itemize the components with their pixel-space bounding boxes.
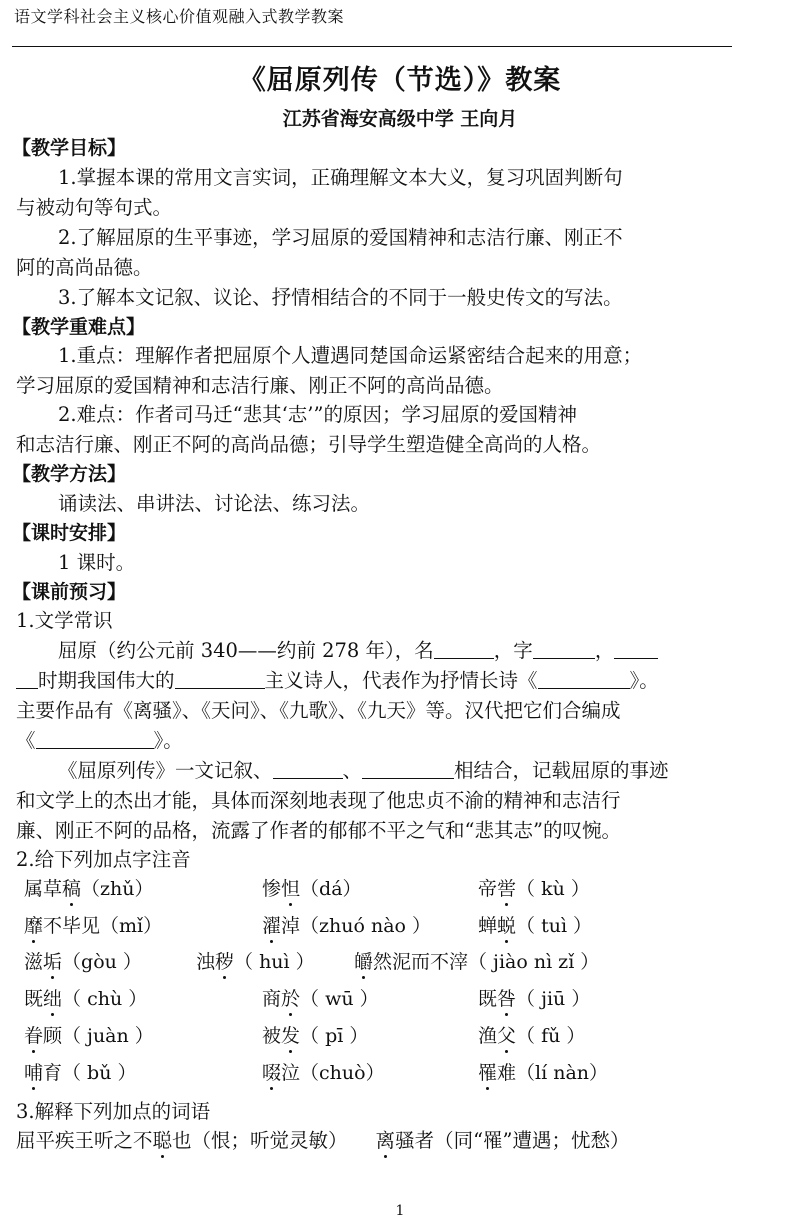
pinyin-word-part: 滋 xyxy=(24,951,44,973)
author-line: 江苏省海安高级中学 王向月 xyxy=(282,108,518,130)
pinyin-reading: 然泥而不滓（ jiào nì zǐ ） xyxy=(373,951,600,973)
dotted-character: 哺 xyxy=(24,1059,43,1087)
pinyin-reading: 淖（zhuó nào ） xyxy=(281,915,432,937)
definition-line xyxy=(16,1127,630,1155)
pinyin-reading: 不毕见（mǐ） xyxy=(43,915,163,937)
pinyin-reading: （gòu ） xyxy=(62,951,142,973)
literature-line-2 xyxy=(16,667,659,695)
pinyin-item xyxy=(262,912,431,940)
pinyin-item xyxy=(478,912,592,940)
dotted-character: 垢 xyxy=(43,948,62,976)
hours-line: 1 课时。 xyxy=(58,551,136,574)
pinyin-reading: 难（lí nàn） xyxy=(497,1062,609,1084)
section-key-title: 【教学重难点】 xyxy=(12,316,146,338)
pinyin-reading: （zhǔ） xyxy=(81,878,154,900)
literature-text: 相结合，记载屈原的事迹 xyxy=(454,759,669,782)
fill-blank[interactable] xyxy=(175,668,265,689)
goal-2-line-a: 2.了解屈原的生平事迹，学习屈原的爱国精神和志洁行廉、刚正不 xyxy=(58,226,623,249)
fill-blank[interactable] xyxy=(273,758,343,779)
literature-text: 屈原（约公元前 340——约前 278 年），名 xyxy=(58,639,434,662)
method-line: 诵读法、串讲法、讨论法、练习法。 xyxy=(58,492,371,515)
pinyin-item xyxy=(262,985,379,1013)
key-2-line-b: 和志洁行廉、刚正不阿的高尚品德；引导学生塑造健全高尚的人格。 xyxy=(16,433,602,456)
dotted-character: 眷 xyxy=(24,1022,43,1050)
key-1-line-b: 学习屈原的爱国精神和志洁行廉、刚正不阿的高尚品德。 xyxy=(16,374,504,397)
pinyin-reading: （ chù ） xyxy=(62,988,148,1010)
pinyin-item xyxy=(478,1059,608,1087)
fill-blank[interactable] xyxy=(434,638,494,659)
definition-item: 离骚者（同“罹”遭遇；忧愁） xyxy=(376,1129,630,1152)
section-preview-title: 【课前预习】 xyxy=(12,581,127,603)
pinyin-item xyxy=(24,1059,137,1087)
section-hours-title: 【课时安排】 xyxy=(12,522,127,544)
section-method-title: 【教学方法】 xyxy=(12,463,127,485)
dotted-character: 父 xyxy=(497,1022,516,1050)
goal-1-line-b: 与被动句等句式。 xyxy=(16,196,173,219)
pinyin-reading: （ jiū ） xyxy=(516,988,591,1010)
dotted-character: 离 xyxy=(376,1127,396,1155)
dotted-character: 啜 xyxy=(262,1059,281,1087)
pinyin-item xyxy=(262,1059,385,1087)
pinyin-item xyxy=(478,1022,585,1050)
key-2-line-a: 2.难点：作者司马迁“悲其‘志’”的原因；学习屈原的爱国精神 xyxy=(58,403,577,426)
literature-text: 》。 xyxy=(153,729,183,752)
pinyin-item xyxy=(354,948,599,976)
header-rule xyxy=(12,46,732,47)
pinyin-reading: （ huì ） xyxy=(234,951,315,973)
key-1-line-a: 1.重点：理解作者把屈原个人遭遇同楚国命运紧密结合起来的用意； xyxy=(58,344,643,367)
pinyin-reading: （ fǔ ） xyxy=(516,1025,586,1047)
dotted-character: 靡 xyxy=(24,912,43,940)
dotted-character: 罹 xyxy=(478,1059,497,1087)
dotted-character: 咎 xyxy=(497,985,516,1013)
dotted-character: 聪 xyxy=(153,1127,173,1155)
section-goals-title: 【教学目标】 xyxy=(12,137,127,159)
pinyin-item xyxy=(262,875,362,903)
subheading-pinyin: 2.给下列加点字注音 xyxy=(16,848,191,871)
page-title: 《屈原列传（节选）》教案 xyxy=(238,65,562,96)
pinyin-reading: （ wū ） xyxy=(300,988,379,1010)
pinyin-reading: 顾（ juàn ） xyxy=(43,1025,154,1047)
pinyin-word-part: 帝 xyxy=(478,878,498,900)
pinyin-item xyxy=(262,1022,368,1050)
pinyin-item xyxy=(478,875,590,903)
dotted-character: 怛 xyxy=(281,875,300,903)
pinyin-item xyxy=(24,875,154,903)
pinyin-item xyxy=(24,1022,154,1050)
pinyin-reading: （dá） xyxy=(300,878,362,900)
fill-blank[interactable] xyxy=(533,638,595,659)
pinyin-word-part: 属草 xyxy=(24,878,63,900)
pinyin-reading: （ pī ） xyxy=(300,1025,369,1047)
fill-blank[interactable] xyxy=(614,638,658,659)
literature-line-4 xyxy=(16,727,183,755)
pinyin-item xyxy=(24,948,142,976)
pinyin-reading: 泣（chuò） xyxy=(281,1062,385,1084)
dotted-character: 皭 xyxy=(354,948,373,976)
literature-text: ， xyxy=(594,639,615,662)
goal-1-line-a: 1.掌握本课的常用文言实词，正确理解文本大义，复习巩固判断句 xyxy=(58,166,623,189)
dotted-character: 稿 xyxy=(62,875,81,903)
header-note: 语文学科社会主义核心价值观融入式教学教案 xyxy=(14,7,345,26)
page-number: 1 xyxy=(395,1203,405,1219)
literature-text: 、 xyxy=(342,759,363,782)
pinyin-reading: （ kù ） xyxy=(516,878,590,900)
pinyin-item xyxy=(196,948,315,976)
goal-2-line-b: 阿的高尚品德。 xyxy=(16,256,153,279)
pinyin-reading: 育（ bǔ ） xyxy=(43,1062,137,1084)
literature-text: ，字 xyxy=(493,639,533,662)
dotted-character: 蜕 xyxy=(497,912,516,940)
dotted-character: 绌 xyxy=(43,985,62,1013)
pinyin-word-part: 浊 xyxy=(196,951,216,973)
pinyin-word-part: 被 xyxy=(262,1025,282,1047)
fill-blank[interactable] xyxy=(538,668,630,689)
fill-blank[interactable] xyxy=(16,668,38,689)
literature-line-5 xyxy=(58,757,669,785)
dotted-character: 喾 xyxy=(497,875,516,903)
dotted-character: 於 xyxy=(281,985,300,1013)
dotted-character: 发 xyxy=(281,1022,300,1050)
pinyin-word-part: 既 xyxy=(24,988,44,1010)
dotted-character: 濯 xyxy=(262,912,281,940)
pinyin-word-part: 惨 xyxy=(262,878,282,900)
literature-text: 》。 xyxy=(629,669,659,692)
literature-text: 《屈原列传》一文记叙、 xyxy=(58,759,273,782)
pinyin-reading: （ tuì ） xyxy=(516,915,593,937)
pinyin-item xyxy=(24,912,162,940)
literature-line-3: 主要作品有《离骚》、《天问》、《九歌》、《九天》等。汉代把它们合编成 xyxy=(16,699,621,722)
pinyin-word-part: 渔 xyxy=(478,1025,498,1047)
literature-text: 时期我国伟大的 xyxy=(38,669,175,692)
goal-3-line: 3.了解本文记叙、议论、抒情相结合的不同于一般史传文的写法。 xyxy=(58,286,623,309)
pinyin-item xyxy=(24,985,147,1013)
fill-blank[interactable] xyxy=(362,758,454,779)
fill-blank[interactable] xyxy=(36,728,154,749)
subheading-definitions: 3.解释下列加点的词语 xyxy=(16,1100,211,1123)
literature-line-1 xyxy=(58,637,658,665)
pinyin-word-part: 既 xyxy=(478,988,498,1010)
pinyin-item xyxy=(478,985,590,1013)
dotted-character: 秽 xyxy=(215,948,234,976)
definition-item: 屈平疾王听之不聪也（恨；听觉灵敏） xyxy=(16,1129,348,1152)
pinyin-word-part: 商 xyxy=(262,988,282,1010)
pinyin-word-part: 蝉 xyxy=(478,915,498,937)
literature-text: 主义诗人，代表作为抒情长诗《 xyxy=(264,669,538,692)
subheading-literature: 1.文学常识 xyxy=(16,609,113,632)
literature-line-6: 和文学上的杰出才能，具体而深刻地表现了他忠贞不渝的精神和志洁行 xyxy=(16,789,621,812)
literature-text: 《 xyxy=(16,729,36,752)
literature-line-7: 廉、刚正不阿的品格，流露了作者的郁郁不平之气和“悲其志”的叹惋。 xyxy=(16,819,621,842)
